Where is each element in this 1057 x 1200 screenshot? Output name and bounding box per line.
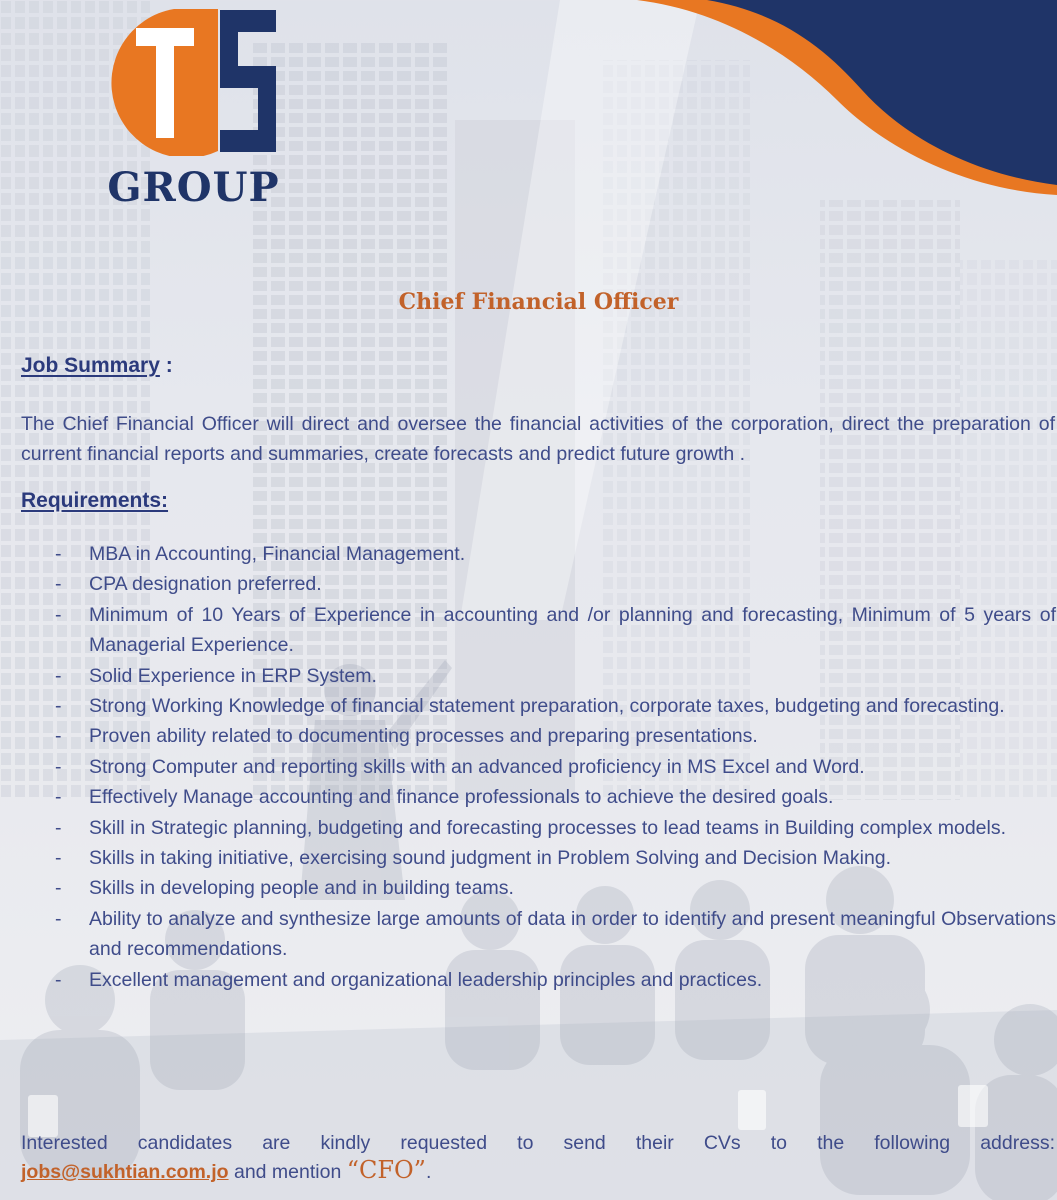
job-summary-heading	[21, 354, 173, 378]
job-summary-text: The Chief Financial Officer will direct and oversee the financial activities of the corporation, direct the preparation of current financial reports and summaries, create forecasts and predict future growth .	[21, 413, 1055, 465]
corner-swoosh	[637, 0, 1057, 200]
instructions-word: CVs	[703, 1132, 741, 1154]
instructions-word: their	[635, 1132, 674, 1154]
bullet-dash: -	[55, 877, 62, 900]
list-item	[0, 782, 1057, 812]
instructions-word: are	[262, 1132, 291, 1154]
list-item	[0, 691, 1057, 721]
job-summary-colon: :	[165, 354, 173, 377]
final-period: .	[425, 1161, 432, 1183]
mention-code: “CFO”	[346, 1156, 426, 1184]
job-title: Chief Financial Officer	[398, 289, 679, 315]
requirement-text: Skills in taking initiative, exercising sound judgment in Problem Solving and Decision Making.	[89, 847, 892, 870]
list-item	[0, 569, 1057, 599]
requirement-text: Skill in Strategic planning, budgeting and forecasting processes to lead teams in Building complex models.	[89, 816, 1007, 839]
instructions-word: the	[817, 1132, 845, 1154]
requirement-text: Skills in developing people and in building teams.	[89, 877, 514, 900]
bullet-dash: -	[55, 847, 62, 870]
requirement-text: Solid Experience in ERP System.	[89, 664, 377, 687]
instructions-line	[21, 1130, 1055, 1157]
requirement-text: Effectively Manage accounting and finance professionals to achieve the desired goals.	[89, 786, 834, 809]
list-item	[0, 843, 1057, 873]
list-item	[0, 904, 1057, 965]
instructions-word: to	[770, 1132, 788, 1154]
bullet-dash: -	[55, 603, 62, 626]
requirements-heading	[21, 489, 168, 513]
instructions-word: candidates	[137, 1132, 233, 1154]
list-item	[0, 873, 1057, 903]
logo-mark-icon	[108, 6, 278, 156]
requirement-text: Minimum of 10 Years of Experience in accounting and /or planning and forecasting, Minimum of 5 years of Managerial Experience.	[89, 603, 1056, 657]
list-item	[0, 813, 1057, 843]
bullet-dash: -	[55, 725, 62, 748]
list-item	[0, 539, 1057, 569]
instructions-word: Interested	[21, 1132, 108, 1154]
bullet-dash: -	[55, 573, 62, 596]
bullet-dash: -	[55, 543, 62, 565]
bullet-dash: -	[55, 695, 62, 718]
requirement-text: Ability to analyze and synthesize large amounts of data in order to identify and present meaningful Observations and recommendations.	[89, 907, 1056, 961]
bullet-dash: -	[55, 968, 62, 991]
email-link[interactable]: jobs@sukhtian.com.jo	[21, 1161, 229, 1183]
requirement-text: Strong Working Knowledge of financial statement preparation, corporate taxes, budgeting and forecasting.	[89, 695, 1005, 718]
bullet-dash: -	[55, 755, 62, 778]
instructions-word: following	[874, 1132, 951, 1154]
requirements-list	[0, 539, 1057, 995]
requirements-heading-text: Requirements:	[21, 489, 169, 512]
instructions-word: send	[563, 1132, 606, 1154]
requirement-text: Excellent management and organizational leadership principles and practices.	[89, 968, 763, 991]
requirement-text: MBA in Accounting, Financial Management.	[89, 543, 466, 565]
instructions-word: to	[517, 1132, 534, 1154]
application-instructions	[21, 1130, 1055, 1186]
instructions-line	[21, 1157, 1055, 1186]
instructions-word: requested	[400, 1132, 488, 1154]
list-item	[0, 661, 1057, 691]
bullet-dash: -	[55, 664, 62, 687]
requirement-text: Proven ability related to documenting processes and preparing presentations.	[89, 725, 758, 748]
logo-wordmark: GROUP	[107, 164, 280, 211]
list-item	[0, 600, 1057, 661]
bullet-dash: -	[55, 907, 62, 930]
bullet-dash: -	[55, 786, 62, 809]
requirement-text: CPA designation preferred.	[89, 573, 322, 596]
bullet-dash: -	[55, 816, 62, 839]
company-logo	[86, 6, 301, 216]
instructions-word: kindly	[320, 1132, 371, 1154]
job-summary-heading-text: Job Summary	[21, 354, 160, 377]
list-item	[0, 721, 1057, 751]
instructions-word: address:	[980, 1132, 1055, 1154]
requirement-text: Strong Computer and reporting skills with an advanced proficiency in MS Excel and Word.	[89, 755, 865, 778]
list-item	[0, 752, 1057, 782]
mention-text: and mention	[233, 1161, 342, 1183]
list-item	[0, 965, 1057, 995]
